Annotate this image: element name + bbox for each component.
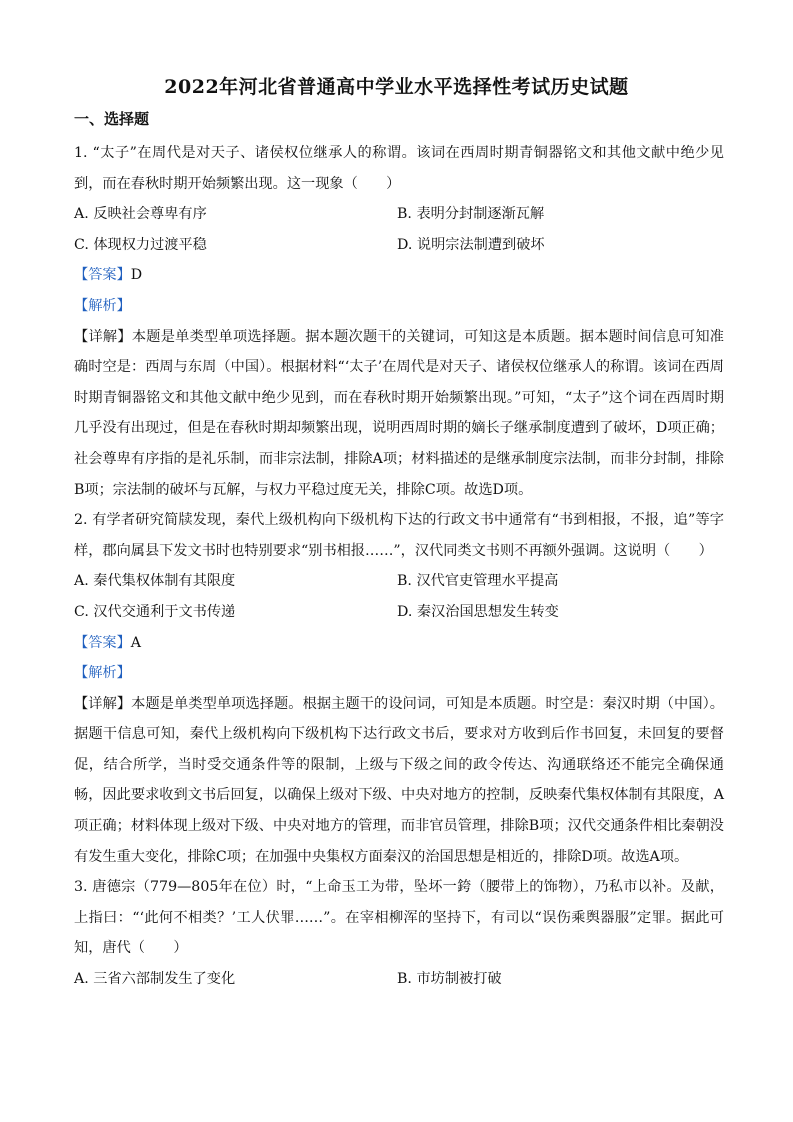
detail-paragraph	[74, 689, 724, 873]
question-stem: 2. 有学者研究简牍发现，秦代上级机构向下级机构下达的行政文书中通常有“书到相报，不报，追”等字样，郡向属县下发文书时也特别要求“别书相报……”，汉代同类文书则不再额外强调。这说明（ ）	[74, 512, 724, 559]
page-title: 2022年河北省普通高中学业水平选择性考试历史试题	[164, 76, 629, 98]
answer-line	[74, 628, 724, 659]
answer-tag: 【答案】	[74, 634, 131, 651]
question-3	[74, 872, 724, 994]
options	[74, 964, 724, 995]
detail-text: 本题是单类型单项选择题。据本题次题干的关键词，可知这是本质题。据本题时间信息可知准确时空是：西周与东周（中国）。根据材料“‘太子’在周代是对天子、诸侯权位继承人的称谓。该词在西周时期青铜器铭文和其他文献中绝少见到，而在春秋时期开始频繁出现。”可知，“太子”这个词在西周时期几乎没有出现过，但是在春秋时期却频繁出现，说明西周时期的嫡长子继承制度遭到了破坏，D项正确；社会尊卑有序指的是礼乐制，而非宗法制，排除A项；材料描述的是继承制度宗法制，而非分封制，排除B项；宗法制的破坏与瓦解，与权力平稳过度无关，排除C项。故选D项。	[74, 328, 724, 498]
option-b: B. 表明分封制逐渐瓦解	[397, 206, 545, 223]
question-stem: 3. 唐德宗（779—805年在位）时，“上命玉工为带，坠坏一銙（腰带上的饰物），乃私市以补。及献，上指曰：“‘此何不相类？’工人伏罪……”。在宰相柳浑的坚持下，有司以“误伤乘舆器服”定罪。据此可知，唐代（ ）	[74, 879, 724, 957]
content	[74, 138, 724, 995]
option-d: D. 说明宗法制遭到破坏	[397, 236, 545, 253]
section-heading: 一、选择题	[74, 110, 150, 128]
analysis-line	[74, 658, 724, 689]
option-d: D. 秦汉治国思想发生转变	[397, 603, 559, 620]
option-a: A. 秦代集权体制有其限度	[74, 573, 236, 590]
analysis-tag: 【解析】	[74, 665, 131, 682]
option-c: C. 汉代交通利于文书传递	[74, 603, 236, 620]
answer-tag: 【答案】	[74, 267, 131, 284]
answer-value: D	[130, 267, 143, 284]
answer-value: A	[130, 634, 142, 651]
option-a: A. 三省六部制发生了变化	[74, 971, 236, 988]
detail-tag: 【详解】	[74, 695, 132, 712]
option-b: B. 市坊制被打破	[397, 971, 502, 988]
answer-line	[74, 260, 724, 291]
detail-paragraph	[74, 322, 724, 506]
analysis-line	[74, 291, 724, 322]
question-2	[74, 505, 724, 872]
analysis-tag: 【解析】	[74, 297, 131, 314]
detail-tag: 【详解】	[74, 328, 132, 345]
option-b: B. 汉代官吏管理水平提高	[397, 573, 559, 590]
question-stem: 1. “太子”在周代是对天子、诸侯权位继承人的称谓。该词在西周时期青铜器铭文和其他文献中绝少见到，而在春秋时期开始频繁出现。这一现象（ ）	[74, 145, 724, 192]
options	[74, 199, 724, 260]
detail-text: 本题是单类型单项选择题。根据主题干的设问词，可知是本质题。时空是：秦汉时期（中国）。据题干信息可知，秦代上级机构向下级机构下达行政文书后，要求对方收到后作书回复，未回复的要督促，结合所学，当时受交通条件等的限制，上级与下级之间的政令传达、沟通联络还不能完全确保通畅，因此要求收到文书后回复，以确保上级对下级、中央对地方的控制，反映秦代集权体制有其限度，A项正确；材料体现上级对下级、中央对地方的管理，而非官员管理，排除B项；汉代交通条件相比秦朝没有发生重大变化，排除C项；在加强中央集权方面秦汉的治国思想是相近的，排除D项。故选A项。	[74, 695, 724, 865]
option-c: C. 体现权力过渡平稳	[74, 236, 207, 253]
options	[74, 566, 724, 627]
question-1	[74, 138, 724, 505]
option-a: A. 反映社会尊卑有序	[74, 206, 207, 223]
